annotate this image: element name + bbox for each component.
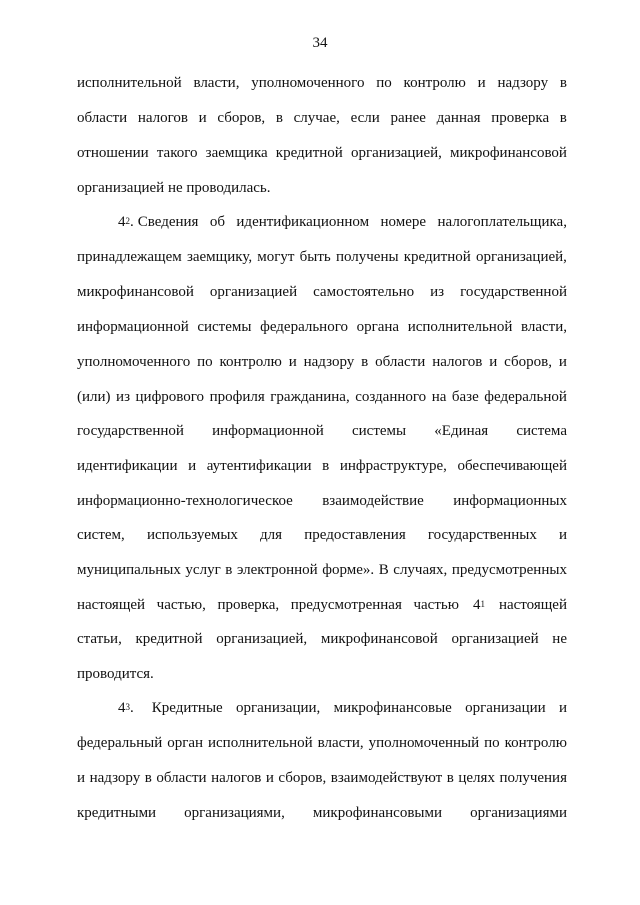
text-line: проводится. <box>77 666 154 682</box>
text-line-part: настоящей <box>498 597 567 613</box>
text-line: отношении такого заемщика кредитной организацией, микрофинансовой <box>77 145 567 161</box>
text-line-part: настоящей частью, проверка, предусмотренная частью <box>77 597 459 613</box>
text-line: (или) из цифрового профиля гражданина, созданного на базе федеральной <box>77 389 567 405</box>
paragraph-number-4-3: $4^3$. <box>118 700 134 716</box>
text-line: систем, используемых для предоставления государственных и <box>77 527 567 543</box>
text-line: области налогов и сборов, в случае, если ранее данная проверка в <box>77 110 567 126</box>
text-line: государственной информационной системы «Единая система <box>77 423 567 439</box>
text-line-rest: Кредитные организации, микрофинансовые организации и <box>151 700 567 716</box>
text-line: муниципальных услуг в электронной форме». В случаях, предусмотренных <box>77 562 567 578</box>
text-line: информационной системы федерального органа исполнительной власти, <box>77 319 567 335</box>
text-line: принадлежащем заемщику, могут быть получены кредитной организацией, <box>77 249 567 265</box>
text-line: статьи, кредитной организацией, микрофинансовой организацией не <box>77 631 567 647</box>
text-line: федеральный орган исполнительной власти, уполномоченный по контролю <box>77 735 567 751</box>
paragraph-4-3-first-line <box>118 698 567 718</box>
paragraph-4-2-first-line <box>118 212 567 232</box>
reference-4-1: $4^1$ <box>472 597 485 613</box>
text-line: и надзору в области налогов и сборов, взаимодействуют в целях получения <box>77 770 567 786</box>
text-line-with-reference <box>77 595 567 615</box>
text-line-rest: Сведения об идентификационном номере налогоплательщика, <box>137 214 567 230</box>
text-line: кредитными организациями, микрофинансовыми организациями <box>77 805 567 821</box>
text-line: идентификации и аутентификации в инфраструктуре, обеспечивающей <box>77 458 567 474</box>
text-line: уполномоченного по контролю и надзору в области налогов и сборов, и <box>77 354 567 370</box>
text-line: информационно-технологическое взаимодействие информационных <box>77 493 567 509</box>
paragraph-number-4-2: $4^2$. <box>118 214 134 230</box>
text-line: микрофинансовой организацией самостоятельно из государственной <box>77 284 567 300</box>
text-line: организацией не проводилась. <box>77 180 271 196</box>
page-number: 34 <box>312 35 328 51</box>
text-line: исполнительной власти, уполномоченного по контролю и надзору в <box>77 75 567 91</box>
